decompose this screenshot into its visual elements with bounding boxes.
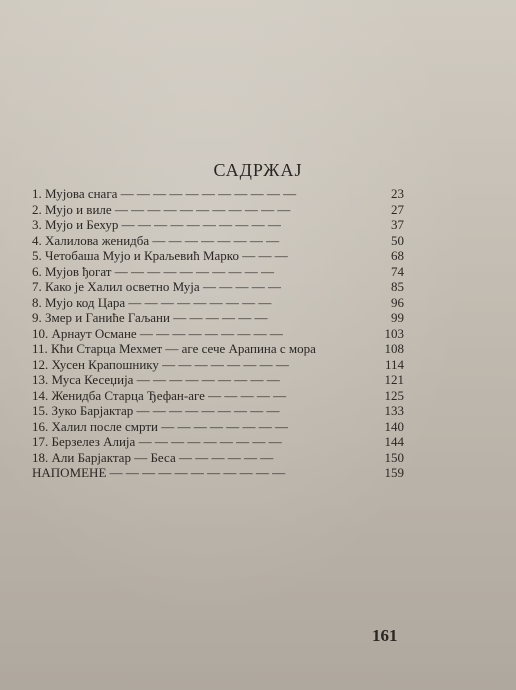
toc-entry-title: 1. Мујова снага — — — — — — — — — — — [32, 186, 297, 201]
toc-row [32, 310, 404, 326]
toc-row [32, 341, 404, 357]
page-number: 161 [372, 626, 398, 645]
toc-row [32, 372, 404, 388]
toc-entry-title: 3. Мујо и Бехур — — — — — — — — — — [32, 217, 281, 232]
toc-row [32, 186, 404, 202]
toc-row [32, 434, 404, 450]
toc-entry-page: 144 [384, 434, 404, 449]
toc-entry-title: 12. Хусен Крапошнику — — — — — — — — [32, 356, 289, 372]
toc-entry-page: 159 [384, 465, 404, 480]
toc-entry-page: 133 [384, 403, 404, 418]
toc-entry-title: 2. Мујо и виле — — — — — — — — — — — [32, 201, 291, 217]
toc-entry-page: 114 [384, 356, 404, 372]
toc-row [32, 295, 404, 311]
toc-entry-title: 6. Мујов ђогат — — — — — — — — — — [32, 263, 274, 279]
toc-entry-page: 68 [391, 248, 404, 263]
toc-row [32, 419, 404, 435]
toc-row [32, 326, 404, 342]
toc-entry-title: 11. Кћи Старца Мехмет — аге сече Арапина с мора [32, 341, 316, 356]
toc-entry-title: 18. Али Барјактар — Беса — — — — — — [32, 449, 274, 465]
toc-row [32, 403, 404, 419]
toc-entry-title: 15. Зуко Барјактар — — — — — — — — — [32, 403, 280, 418]
toc-row [32, 202, 404, 218]
toc-entry-title: 5. Четобаша Мујо и Краљевић Марко — — — [32, 248, 288, 263]
toc-row [32, 450, 404, 466]
toc-entry-page: 27 [391, 201, 404, 217]
toc-entry-page: 96 [391, 294, 404, 310]
toc-entry-title: 17. Берзелез Алија — — — — — — — — — [32, 434, 282, 449]
toc-entry-page: 140 [384, 418, 404, 434]
toc-row [32, 465, 404, 481]
page-title: САДРЖАЈ [213, 160, 303, 180]
toc-row [32, 248, 404, 264]
toc-entry-page: 121 [384, 372, 404, 387]
toc-entry-page: 85 [391, 279, 404, 294]
toc-entry-page: 23 [391, 186, 404, 201]
toc-entry-page: 125 [384, 387, 404, 403]
toc-entry-title: 16. Халил после смрти — — — — — — — — [32, 418, 288, 434]
toc-entry-page: 37 [391, 217, 404, 232]
toc-entry-title: 10. Арнаут Османе — — — — — — — — — [32, 325, 283, 341]
toc-row [32, 388, 404, 404]
toc-entry-title: 14. Женидба Старца Ђефан-аге — — — — — [32, 387, 287, 403]
toc-entry-title: 7. Како је Халил осветно Мујa — — — — — [32, 279, 281, 294]
toc-entry-page: 150 [384, 449, 404, 465]
toc-row [32, 233, 404, 249]
toc-entry-title: 9. Змер и Ганиће Гаљани — — — — — — [32, 310, 268, 325]
toc-row [32, 279, 404, 295]
toc-entry-page: 50 [391, 232, 404, 248]
toc-row [32, 357, 404, 373]
toc-entry-title: НАПОМЕНЕ — — — — — — — — — — — [32, 465, 286, 480]
toc-entry-title: 13. Муса Кесеџија — — — — — — — — — [32, 372, 280, 387]
toc-entry-page: 103 [384, 325, 404, 341]
toc-entry-page: 108 [384, 341, 404, 356]
toc-entry-page: 99 [391, 310, 404, 325]
table-of-contents [32, 186, 404, 481]
toc-entry-title: 8. Мујо код Цара — — — — — — — — — [32, 294, 272, 310]
toc-row [32, 217, 404, 233]
toc-row [32, 264, 404, 280]
toc-entry-title: 4. Халилова женидба — — — — — — — — [32, 232, 280, 248]
toc-entry-page: 74 [391, 263, 404, 279]
